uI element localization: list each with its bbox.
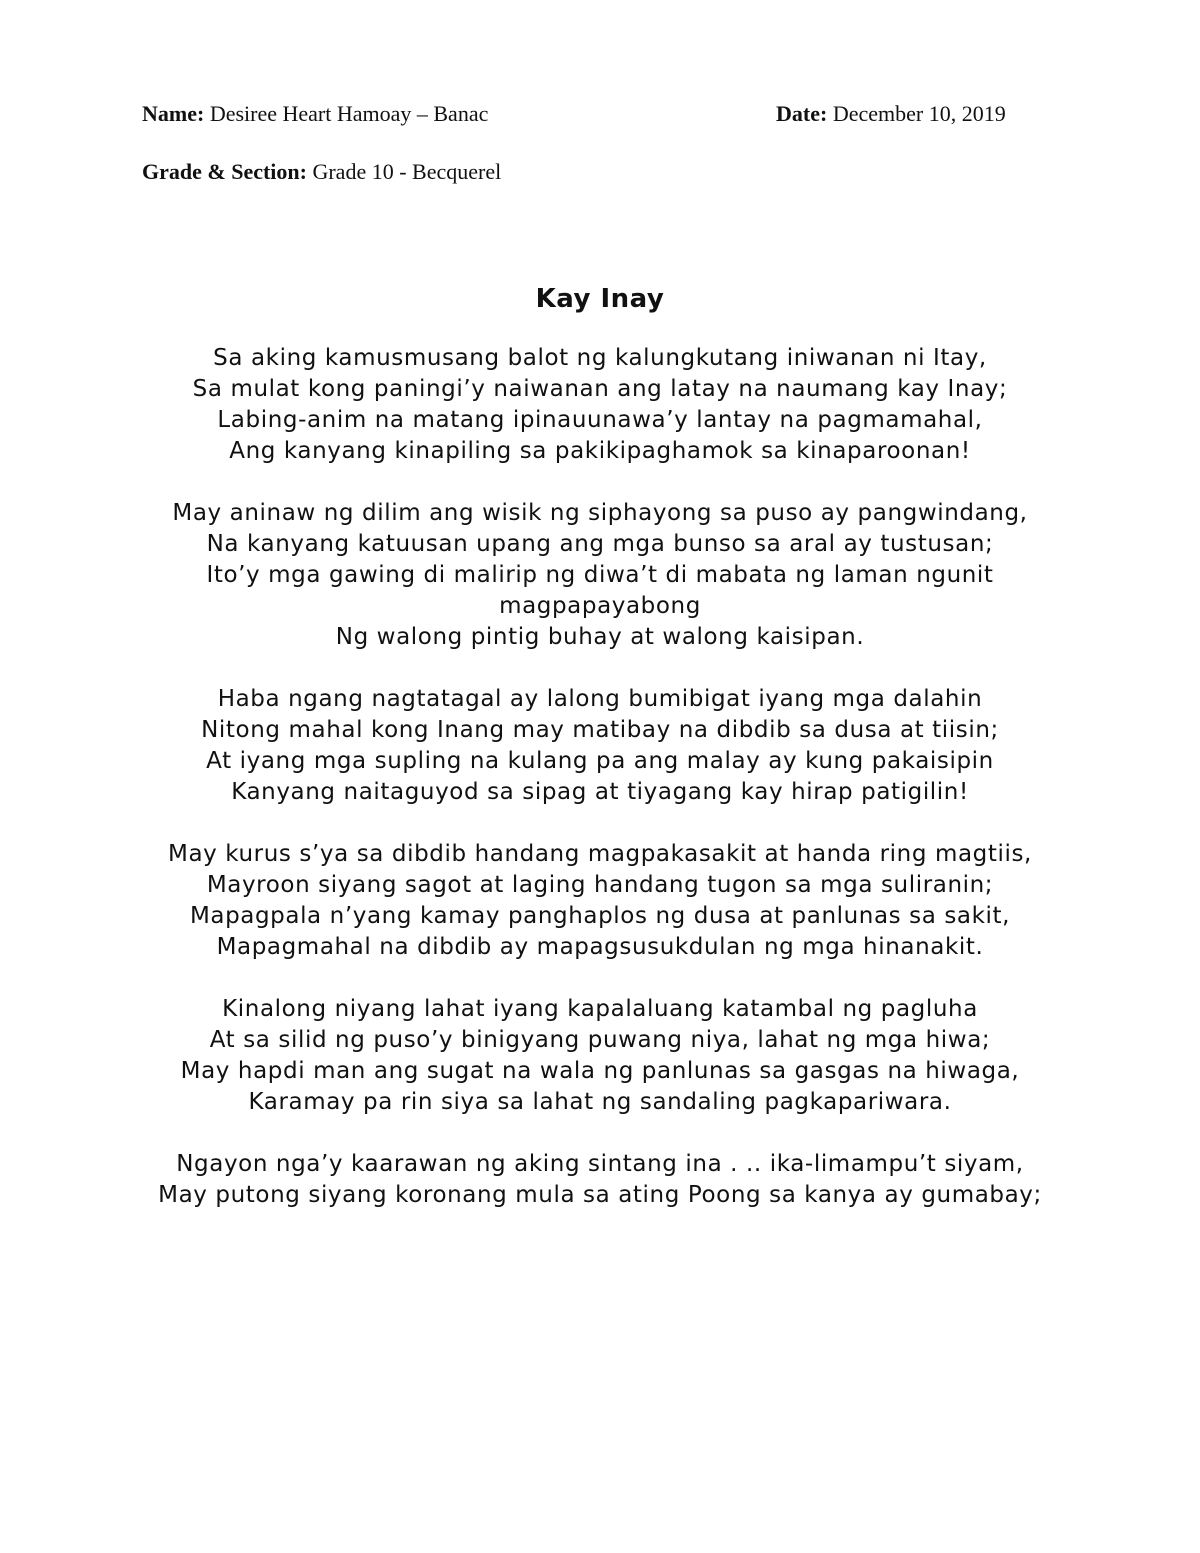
poem-line: Mayroon siyang sagot at laging handang tugon sa mga suliranin; [206, 872, 994, 898]
poem-line: Na kanyang katuusan upang ang mga bunso sa aral ay tustusan; [206, 531, 994, 557]
poem-line: Ang kanyang kinapiling sa pakikipaghamok sa kinaparoonan! [229, 438, 971, 464]
poem-line: Haba ngang nagtatagal ay lalong bumibigat iyang mga dalahin [217, 686, 983, 712]
poem-stanza [145, 498, 1055, 653]
grade-section-label: Grade & Section: [142, 159, 307, 184]
poem-body [145, 343, 1055, 1242]
poem-line: May hapdi man ang sugat na wala ng panlunas sa gasgas na hiwaga, [180, 1058, 1020, 1084]
poem-line: May putong siyang koronang mula sa ating Poong sa kanya ay gumabay; [158, 1182, 1042, 1208]
grade-section-row [142, 158, 501, 186]
poem-line: May kurus s’ya sa dibdib handang magpakasakit at handa ring magtiis, [168, 841, 1032, 867]
poem-line: At sa silid ng puso’y binigyang puwang niya, lahat ng mga hiwa; [209, 1027, 991, 1053]
date-label: Date: [776, 101, 828, 126]
poem-line: Labing-anim na matang ipinauunawa’y lantay na pagmamahal, [217, 407, 983, 433]
poem-line: Ng walong pintig buhay at walong kaisipan. [335, 624, 865, 650]
date-row [776, 100, 1006, 128]
poem-line: At iyang mga supling na kulang pa ang malay ay kung pakaisipin [206, 748, 994, 774]
poem-title: Kay Inay [535, 284, 665, 314]
grade-section-value: Grade 10 - Becquerel [306, 159, 502, 184]
poem-line: Sa aking kamusmusang balot ng kalungkutang iniwanan ni Itay, [213, 345, 987, 371]
name-value: Desiree Heart Hamoay – Banac [204, 101, 489, 126]
name-label: Name: [142, 101, 205, 126]
poem-line: Mapagmahal na dibdib ay mapagsusukdulan ng mga hinanakit. [216, 934, 984, 960]
date-value: December 10, 2019 [827, 101, 1006, 126]
poem-line: Ito’y mga gawing di malirip ng diwa’t di mabata ng laman ngunit magpapayabong [206, 562, 994, 619]
poem-line: Kanyang naitaguyod sa sipag at tiyagang kay hirap patigilin! [231, 779, 969, 805]
poem-line: Kinalong niyang lahat iyang kapalaluang katambal ng pagluha [222, 996, 978, 1022]
poem-line: Karamay pa rin siya sa lahat ng sandaling pagkapariwara. [248, 1089, 952, 1115]
poem-stanza [145, 684, 1055, 808]
poem-line: Sa mulat kong paningi’y naiwanan ang latay na naumang kay Inay; [192, 376, 1008, 402]
name-row [142, 100, 488, 128]
poem-stanza [145, 994, 1055, 1118]
poem-stanza [145, 343, 1055, 467]
poem-line: Mapagpala n’yang kamay panghaplos ng dusa at panlunas sa sakit, [189, 903, 1011, 929]
poem-line: May aninaw ng dilim ang wisik ng siphayong sa puso ay pangwindang, [172, 500, 1028, 526]
poem-line: Ngayon nga’y kaarawan ng aking sintang ina . .. ika-limampu’t siyam, [176, 1151, 1024, 1177]
poem-stanza [145, 1149, 1055, 1211]
poem-line: Nitong mahal kong Inang may matibay na dibdib sa dusa at tiisin; [201, 717, 999, 743]
poem-stanza [145, 839, 1055, 963]
